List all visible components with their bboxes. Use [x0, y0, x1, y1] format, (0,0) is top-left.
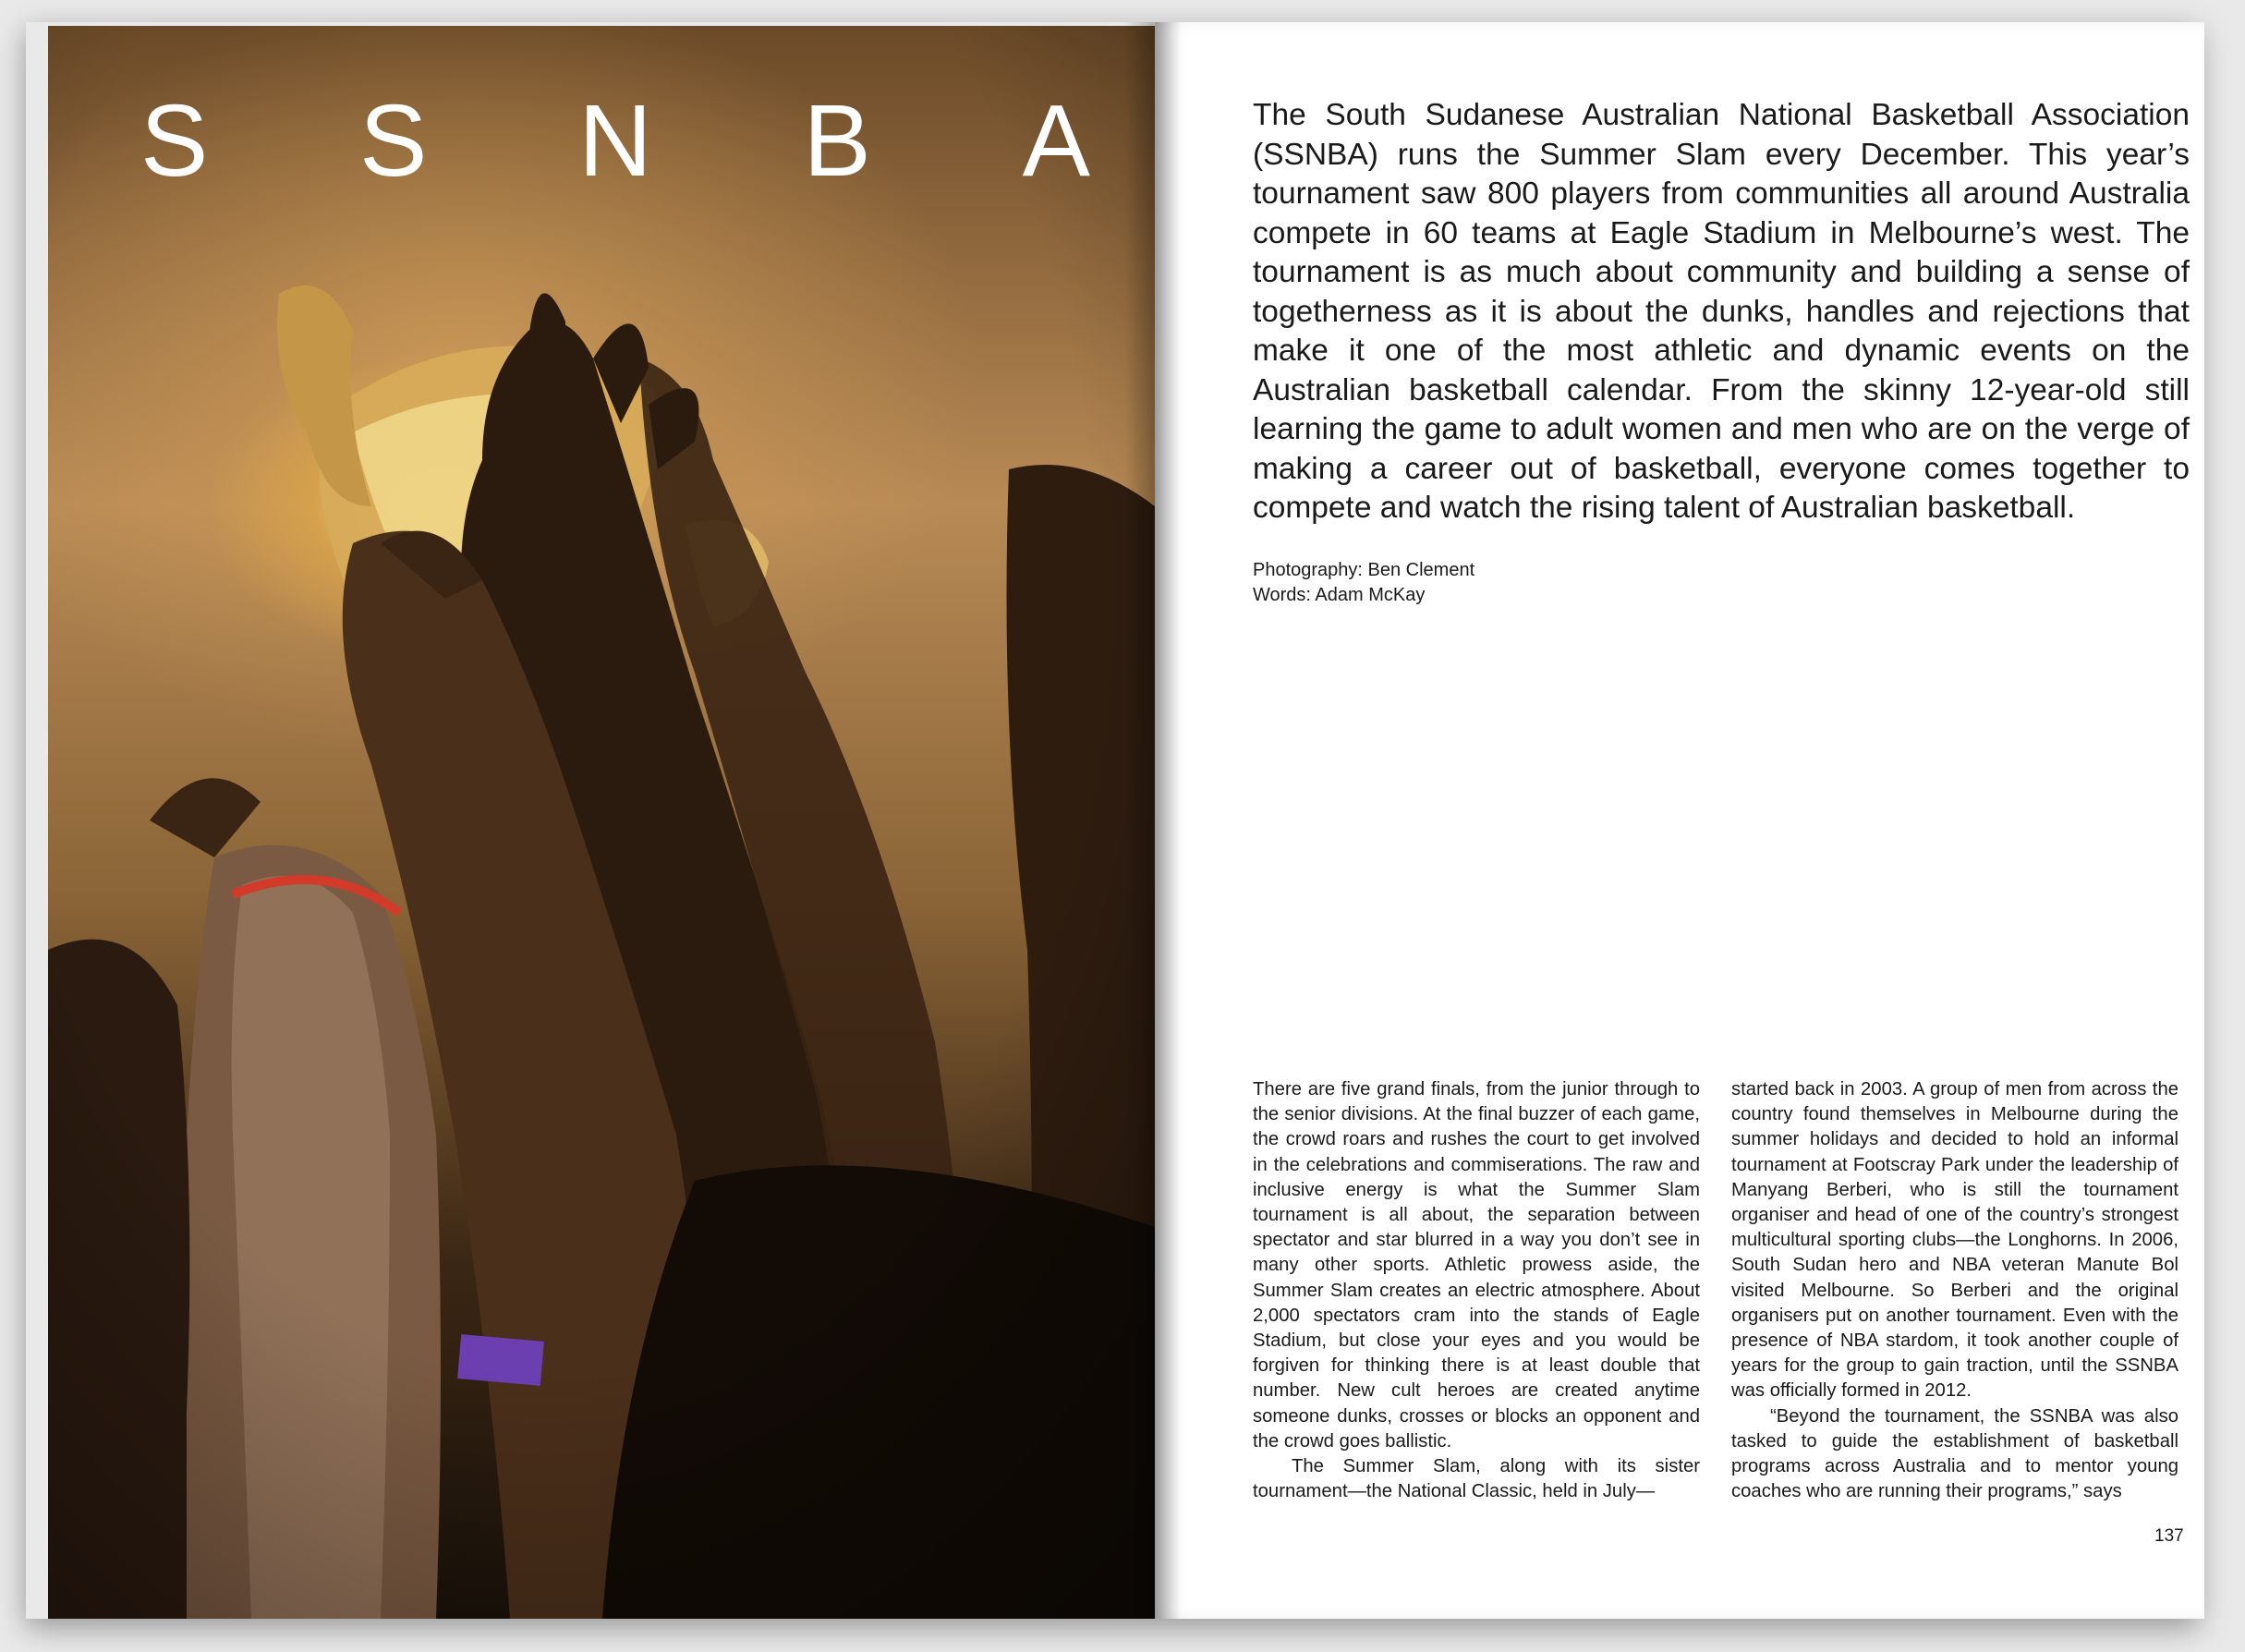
headline-letter: A [1022, 84, 1090, 198]
headline-letter: S [359, 84, 428, 198]
body-column-1 [1253, 1077, 1700, 1504]
intro-paragraph: The South Sudanese Australian National Basketball Association (SSNBA) runs the Summer Slam every December. This year’s tournament saw 800 players from communities all around Australia compete in 60 teams at Eagle Stadium in Melbourne’s west. The tournament is as much about community and building a sense of togetherness as it is about the dunks, handles and rejections that make it one of the most athletic and dynamic events on the Australian basketball calendar. From the skinny 12-year-old still learning the game to adult women and men who are on the verge of making a career out of basketball, everyone comes together to compete and watch the rising talent of Australian basketball. [1253, 98, 2190, 525]
article-text-page [1155, 22, 2204, 1619]
body-column-2 [1731, 1077, 2178, 1504]
photography-credit: Photography: Ben Clement [1253, 560, 1475, 580]
trophy-hands-photo [48, 26, 1155, 1619]
trophy-photo-page [48, 26, 1155, 1619]
ssnba-headline [140, 84, 1090, 198]
body-paragraph: There are five grand finals, from the junior through to the senior divisions. At the final buzzer of each game, the crowd roars and rushes the court to get involved in the celebrations and commiserations. The raw and inclusive energy is what the Summer Slam tournament is all about, the separation between spectator and star blurred in a way you don’t see in many other sports. Athletic prowess aside, the Summer Slam creates an electric atmosphere. About 2,000 spectators cram into the stands of Eagle Stadium, but close your eyes and you would be forgiven for thinking there is at least double that number. New cult heroes are created anytime someone dunks, crosses or blocks an opponent and the crowd goes ballistic. [1253, 1079, 1700, 1452]
credits [1253, 558, 1474, 608]
page-number: 137 [2154, 1526, 2184, 1546]
body-paragraph: started back in 2003. A group of men from across the country found themselves in Melbourne during the summer holidays and decided to hold an informal tournament at Footscray Park under the leadership of Manyang Berberi, who is still the tournament organiser and head of one of the country’s strongest multicultural sporting clubs—the Longhorns. In 2006, South Sudan hero and NBA veteran Manute Bol visited Melbourne. So Berberi and the original organisers put on another tournament. Even with the presence of NBA stardom, it took another couple of years for the group to gain traction, until the SSNBA was officially formed in 2012. [1731, 1079, 2178, 1402]
words-credit: Words: Adam McKay [1253, 585, 1426, 605]
headline-letter: N [578, 84, 652, 198]
headline-letter: B [803, 84, 871, 198]
body-paragraph: The Summer Slam, along with its sister tournament—the National Classic, held in July— [1253, 1456, 1700, 1502]
body-paragraph: “Beyond the tournament, the SSNBA was also tasked to guide the establishment of basketball programs across Australia and to mentor young coaches who are running their programs,” says [1731, 1405, 2178, 1502]
magazine-spread [26, 22, 2199, 1619]
headline-letter: S [140, 84, 209, 198]
